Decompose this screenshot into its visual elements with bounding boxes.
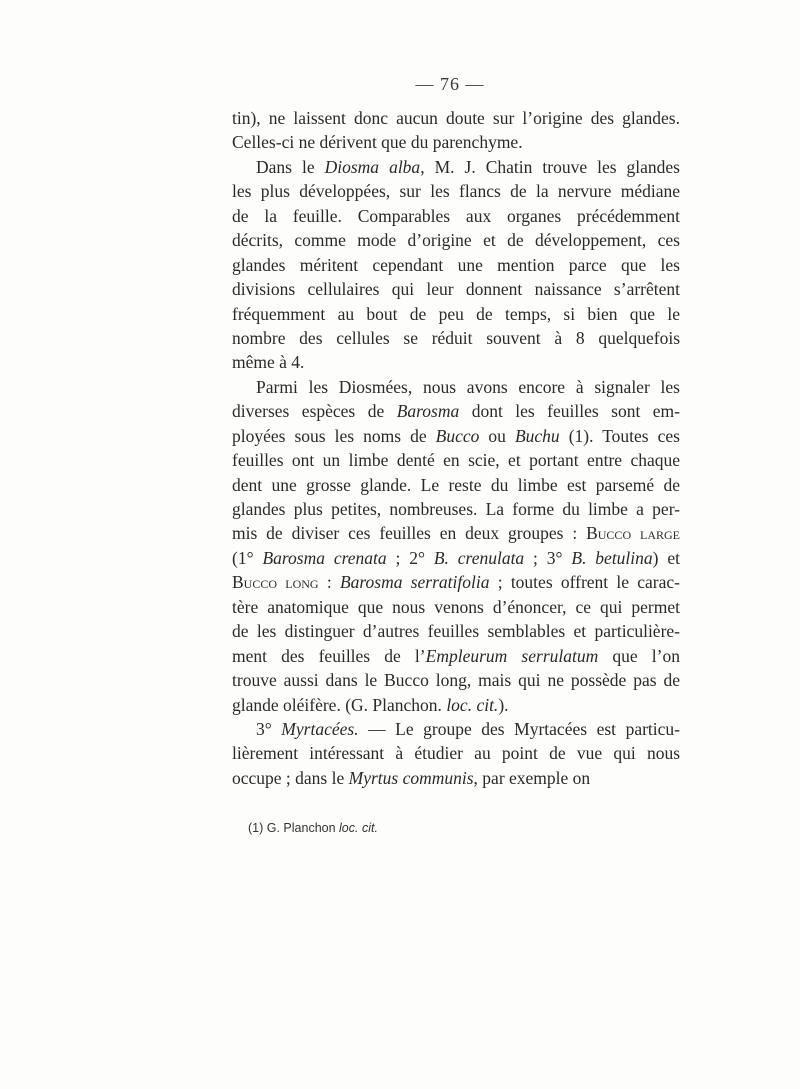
text-segment: ment des feuilles de l’ xyxy=(232,645,426,666)
text-segment: de la feuille. Comparables aux organes précédemment xyxy=(232,205,680,226)
text-segment: ou xyxy=(479,425,515,446)
text-line xyxy=(232,179,680,203)
text-segment: glandes méritent cependant une mention parce que les xyxy=(232,254,680,275)
italic-term: Barosma serratifolia xyxy=(339,572,490,593)
text-segment: , M. J. Chatin trouve les glandes xyxy=(420,156,680,177)
text-segment: décrits, comme mode d’origine et de développement, ces xyxy=(232,230,680,251)
text-segment: feuilles ont un limbe denté en scie, et portant entre chaque xyxy=(232,450,680,471)
text-segment: que l’on xyxy=(598,645,680,666)
page-number: — 76 — xyxy=(415,74,485,94)
text-segment: — Le groupe des Myrtacées est particu- xyxy=(358,718,680,739)
footnote-reference: loc. cit. xyxy=(339,821,378,835)
italic-term: Barosma crenata xyxy=(262,547,387,568)
text-segment: fréquemment au bout de peu de temps, si bien que le xyxy=(232,303,680,324)
text-segment: tin), ne laissent donc aucun doute sur l’origine des glandes. xyxy=(232,108,680,128)
footnote xyxy=(248,821,378,835)
text-line xyxy=(232,375,680,399)
text-segment: mis de diviser ces feuilles en deux groupes : xyxy=(232,523,587,544)
italic-term: Bucco xyxy=(435,425,480,446)
text-segment: divisions cellulaires qui leur donnent naissance s’arrêtent xyxy=(232,279,680,300)
text-line xyxy=(232,693,680,717)
text-line xyxy=(232,204,680,228)
small-caps-term: Bucco long xyxy=(232,572,319,593)
text-line xyxy=(232,302,680,326)
italic-term: B. betulina xyxy=(571,547,653,568)
text-line xyxy=(232,277,680,301)
footnote-marker: (1) xyxy=(248,821,264,835)
italic-term: Myrtacées. xyxy=(281,718,359,739)
text-segment: 3° xyxy=(256,718,282,739)
text-segment: dont les feuilles sont em- xyxy=(459,401,680,422)
italic-term: Buchu xyxy=(514,425,560,446)
italic-term: loc. cit. xyxy=(446,694,499,715)
text-line xyxy=(232,595,680,619)
text-line xyxy=(232,424,680,448)
text-line xyxy=(232,448,680,472)
text-segment: Parmi les Diosmées, nous avons encore à signaler les xyxy=(256,376,680,397)
text-segment: tère anatomique que nous venons d’énoncer, ce qui permet xyxy=(232,596,680,617)
text-line xyxy=(232,326,680,350)
text-segment: les plus développées, sur les flancs de la nervure médiane xyxy=(232,181,680,202)
paragraph xyxy=(232,717,680,790)
paragraph xyxy=(232,106,680,155)
text-segment: nombre des cellules se réduit souvent à 8 quelquefois xyxy=(232,327,680,348)
italic-term: Myrtus communis xyxy=(348,767,474,788)
paragraph xyxy=(232,155,680,375)
text-line xyxy=(232,619,680,643)
text-line xyxy=(232,668,680,692)
text-line xyxy=(232,228,680,252)
text-segment: ; 2° xyxy=(386,547,434,568)
body-text xyxy=(232,106,680,790)
text-segment: occupe ; dans le xyxy=(232,767,349,788)
text-line xyxy=(232,521,680,545)
italic-term: B. crenulata xyxy=(433,547,525,568)
text-segment: ; toutes offrent le carac- xyxy=(489,572,680,593)
text-segment: (1). Toutes ces xyxy=(559,425,680,446)
text-line xyxy=(232,155,680,179)
footnote-text: G. Planchon xyxy=(263,821,340,835)
text-segment: , par exemple on xyxy=(473,767,591,788)
text-line xyxy=(232,130,680,154)
text-segment: glandes plus petites, nombreuses. La forme du limbe a per- xyxy=(232,499,680,519)
text-segment: ; 3° xyxy=(524,547,572,568)
italic-term: Barosma xyxy=(396,401,460,422)
text-segment: ) et xyxy=(652,547,680,568)
text-line xyxy=(232,473,680,497)
text-line xyxy=(232,350,680,374)
text-segment: Dans le xyxy=(256,156,325,177)
text-segment: ployées sous les noms de xyxy=(232,425,436,446)
text-line xyxy=(232,497,680,521)
text-line xyxy=(232,570,680,594)
text-line xyxy=(232,766,680,790)
text-segment: (1° xyxy=(232,547,263,568)
text-line xyxy=(232,253,680,277)
text-segment: même à 4. xyxy=(232,352,305,373)
text-segment: Celles-ci ne dérivent que du parenchyme. xyxy=(232,132,523,153)
text-segment: : xyxy=(318,572,340,593)
italic-term: Empleurum serrulatum xyxy=(425,645,599,666)
text-line xyxy=(232,644,680,668)
text-line xyxy=(232,546,680,570)
text-line xyxy=(232,106,680,130)
small-caps-term: Bucco large xyxy=(586,523,680,544)
text-segment: glande oléifère. (G. Planchon. xyxy=(232,694,447,715)
italic-term: Diosma alba xyxy=(324,156,421,177)
text-segment: trouve aussi dans le Bucco long, mais qui ne possède pas de xyxy=(232,670,680,691)
text-segment: ). xyxy=(498,694,509,715)
paragraph xyxy=(232,375,680,717)
text-segment: dent une grosse glande. Le reste du limbe est parsemé de xyxy=(232,474,680,495)
text-segment: diverses espèces de xyxy=(232,401,397,422)
text-line xyxy=(232,399,680,423)
text-line xyxy=(232,741,680,765)
text-line xyxy=(232,717,680,741)
text-segment: de les distinguer d’autres feuilles semblables et particulière- xyxy=(232,621,680,642)
text-segment: lièrement intéressant à étudier au point de vue qui nous xyxy=(232,743,680,764)
